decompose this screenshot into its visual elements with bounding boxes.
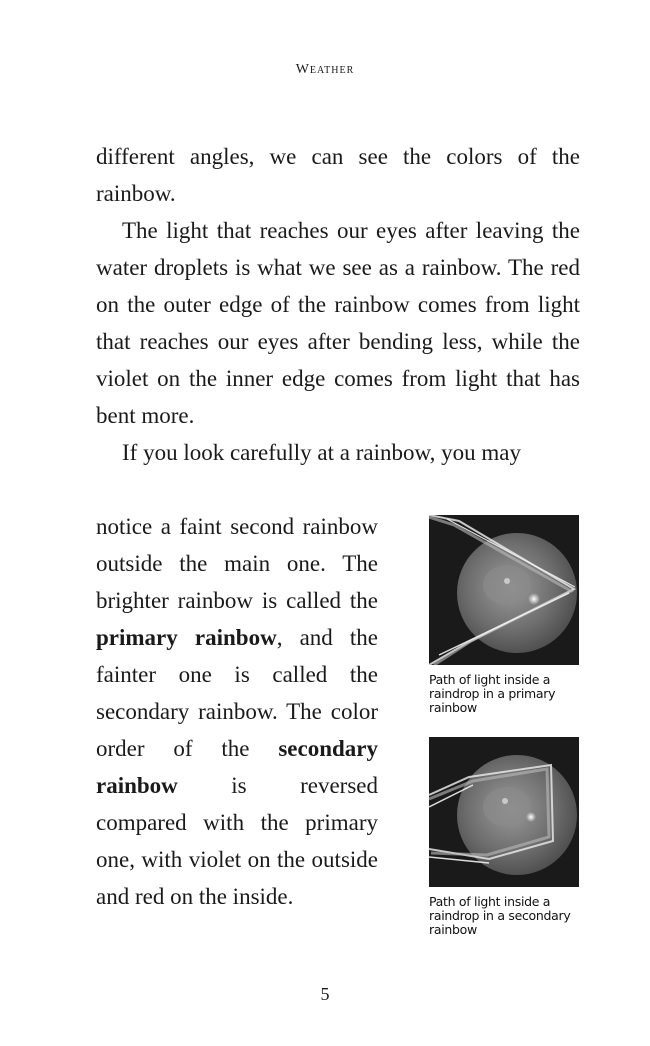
body-text-top [96, 138, 580, 471]
term-secondary-rainbow: secondary rainbow [96, 736, 378, 798]
paragraph-3-part-1: notice a faint second rainbow outside the main one. The brighter rainbow is called the [96, 514, 378, 613]
term-primary-rainbow: primary rainbow [96, 625, 277, 650]
paragraph-3-part-2: , and the fainter one is called the secondary rainbow. The color order of the [96, 625, 378, 761]
figure-secondary-caption: Path of light inside a raindrop in a secondary rainbow [429, 894, 571, 937]
figure-secondary-rainbow [429, 737, 579, 937]
page-number: 5 [320, 984, 330, 1004]
paragraph-2: The light that reaches our eyes after leaving the water droplets is what we see as a rainbow. The red on the outer edge of the rainbow comes from light that reaches our eyes after bending less, while the violet on the inner edge comes from light that has bent more. [96, 218, 580, 428]
figure-primary-caption: Path of light inside a raindrop in a primary rainbow [429, 672, 556, 715]
paragraph-1: different angles, we can see the colors of the rainbow. [96, 144, 580, 206]
raindrop-primary-illustration [429, 515, 579, 665]
paragraph-3-first-line: If you look carefully at a rainbow, you may [122, 440, 521, 465]
raindrop-secondary-illustration [429, 737, 579, 887]
running-head: Weather [295, 62, 355, 77]
paragraph-3-continued [96, 508, 378, 915]
paragraph-3-part-3: is reversed compared with the primary one, with violet on the outside and red on the inside. [96, 773, 378, 909]
figure-primary-rainbow [429, 515, 579, 715]
